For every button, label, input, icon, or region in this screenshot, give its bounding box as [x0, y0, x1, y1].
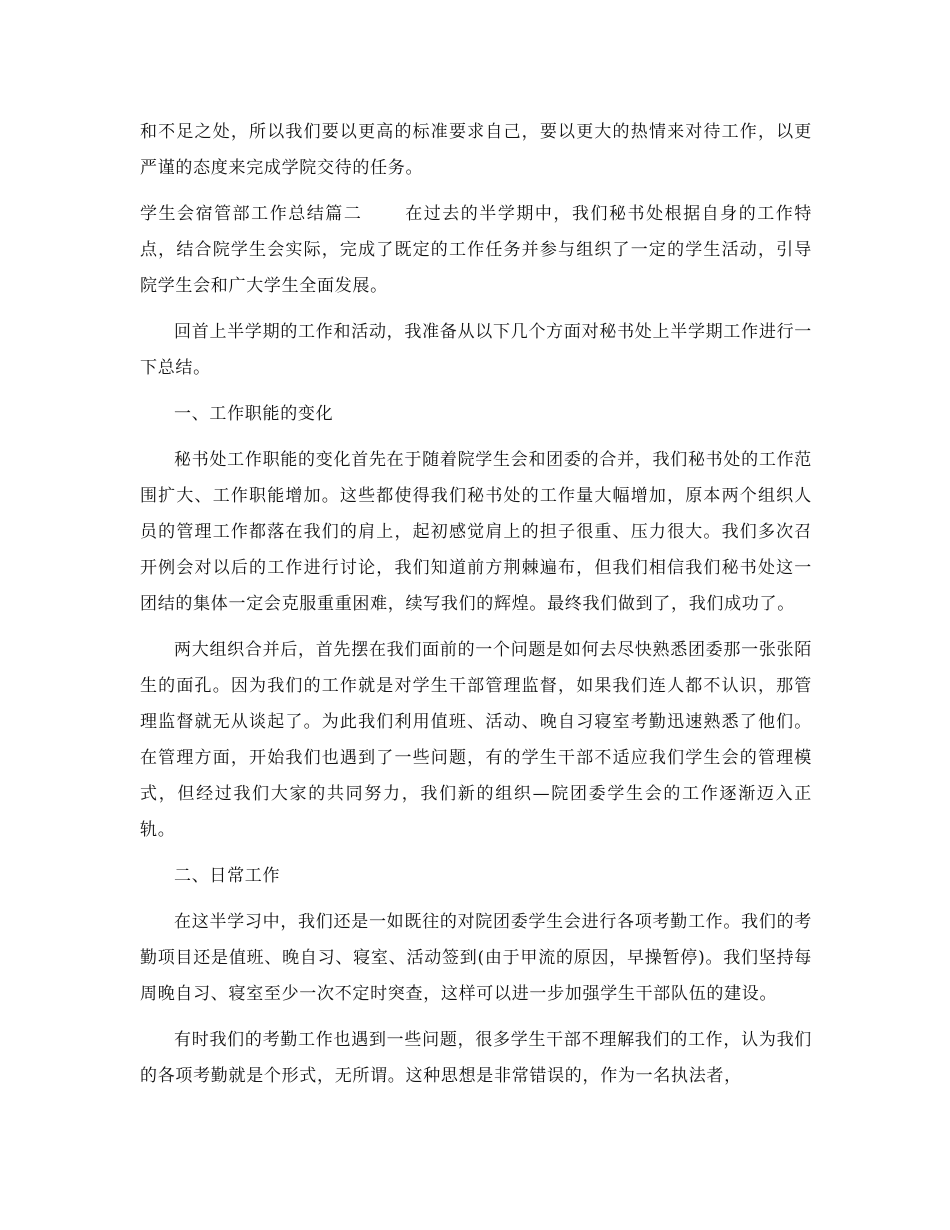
section-1-paragraph-1: 秘书处工作职能的变化首先在于随着院学生会和团委的合并，我们秘书处的工作范围扩大、工作职能增加。这些都使得我们秘书处的工作量大幅增加，原本两个组织人员的管理工作都落在我们的肩上，起初感觉肩上的担子很重、压力很大。我们多次召开例会对以后的工作进行讨论，我们知道前方荆棘遍布，但我们相信我们秘书处这一团结的集体一定会克服重重困难，续写我们的辉煌。最终我们做到了，我们成功了。 — [140, 450, 812, 614]
section-1-paragraph-2: 两大组织合并后，首先摆在我们面前的一个问题是如何去尽快熟悉团委那一张张陌生的面孔。因为我们的工作就是对学生干部管理监督，如果我们连人都不认识，那管理监督就无从谈起了。为此我们利用值班、活动、晚自习寝室考勤迅速熟悉了他们。在管理方面，开始我们也遇到了一些问题，有的学生干部不适应我们学生会的管理模式，但经过我们大家的共同努力，我们新的组织—院团委学生会的工作逐渐迈入正轨。 — [140, 640, 812, 840]
continuation-paragraph: 和不足之处，所以我们要以更高的标准要求自己，要以更大的热情来对待工作，以更严谨的态度来完成学院交待的任务。 — [140, 122, 812, 178]
section-2-paragraph-2: 有时我们的考勤工作也遇到一些问题，很多学生干部不理解我们的工作，认为我们的各项考勤就是个形式，无所谓。这种思想是非常错误的，作为一名执法者， — [140, 1030, 812, 1086]
section-2-paragraph-1: 在这半学习中，我们还是一如既往的对院团委学生会进行各项考勤工作。我们的考勤项目还是值班、晚自习、寝室、活动签到(由于甲流的原因，早操暂停)。我们坚持每周晚自习、寝室至少一次不定时突查，这样可以进一步加强学生干部队伍的建设。 — [140, 912, 812, 1004]
review-paragraph: 回首上半学期的工作和活动，我准备从以下几个方面对秘书处上半学期工作进行一下总结。 — [140, 322, 812, 378]
section-1-heading: 一、工作职能的变化 — [174, 404, 334, 424]
title-intro-paragraph — [140, 196, 812, 304]
document-page — [140, 114, 812, 1094]
section-2-heading: 二、日常工作 — [174, 866, 281, 886]
intro-paragraph: 在过去的半学期中，我们秘书处根据自身的工作特点，结合院学生会实际，完成了既定的工作任务并参与组织了一定的学生活动，引导院学生会和广大学生全面发展。 — [140, 204, 812, 296]
article-title: 学生会宿管部工作总结篇二 — [140, 204, 363, 224]
